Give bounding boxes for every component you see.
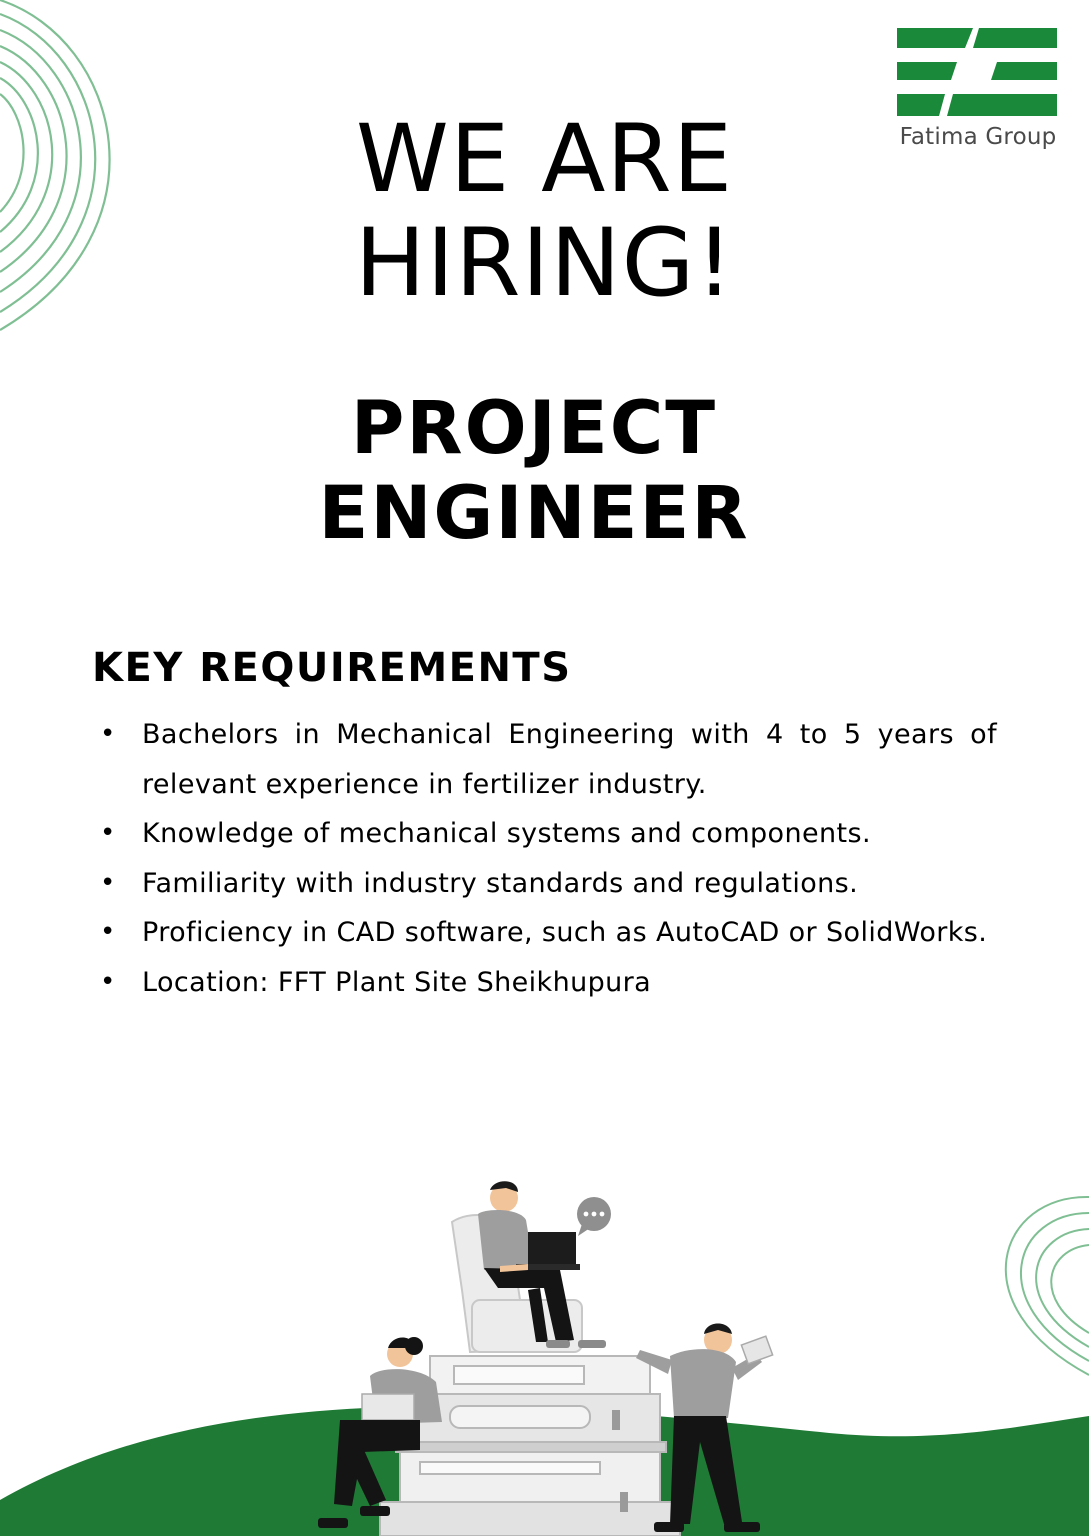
bookmark: [620, 1492, 628, 1512]
requirements-heading: KEY REQUIREMENTS: [92, 645, 572, 691]
requirement-item: [100, 710, 997, 809]
requirement-text: Proficiency in CAD software, such as AutoCAD or SolidWorks.: [142, 917, 988, 948]
chat-bubble-icon: [577, 1197, 611, 1236]
headline: [0, 105, 1089, 318]
bullet-icon: •: [100, 719, 116, 749]
headline-line-1: WE ARE: [355, 105, 734, 214]
requirement-text: Location: FFT Plant Site Sheikhupura: [142, 966, 652, 998]
job-title: [0, 386, 1068, 556]
bullet-icon: •: [100, 917, 116, 947]
requirement-item: [100, 908, 997, 958]
headline-line-2: HIRING!: [354, 209, 735, 318]
fatima-logo-mark-icon: [893, 26, 1059, 118]
requirement-text: Knowledge of mechanical systems and components.: [142, 818, 871, 849]
job-title-line-2: ENGINEER: [318, 471, 750, 556]
requirement-item: [100, 958, 997, 1008]
requirement-item: [100, 859, 997, 909]
bookmark: [612, 1410, 620, 1430]
requirement-item: [100, 809, 997, 859]
requirement-text: Familiarity with industry standards and regulations.: [142, 867, 859, 899]
bullet-icon: •: [100, 818, 116, 848]
bullet-icon: •: [100, 867, 116, 898]
people-studying-on-books-illustration: [0, 1170, 1089, 1536]
bullet-icon: •: [100, 966, 116, 997]
requirements-list: [100, 710, 997, 1007]
requirement-text: Bachelors in Mechanical Engineering with 4 to 5 years of relevant experience in fertilizer industry.: [142, 719, 997, 800]
job-title-line-1: PROJECT: [350, 386, 718, 471]
logo-text: Fatima Group: [899, 124, 1057, 150]
